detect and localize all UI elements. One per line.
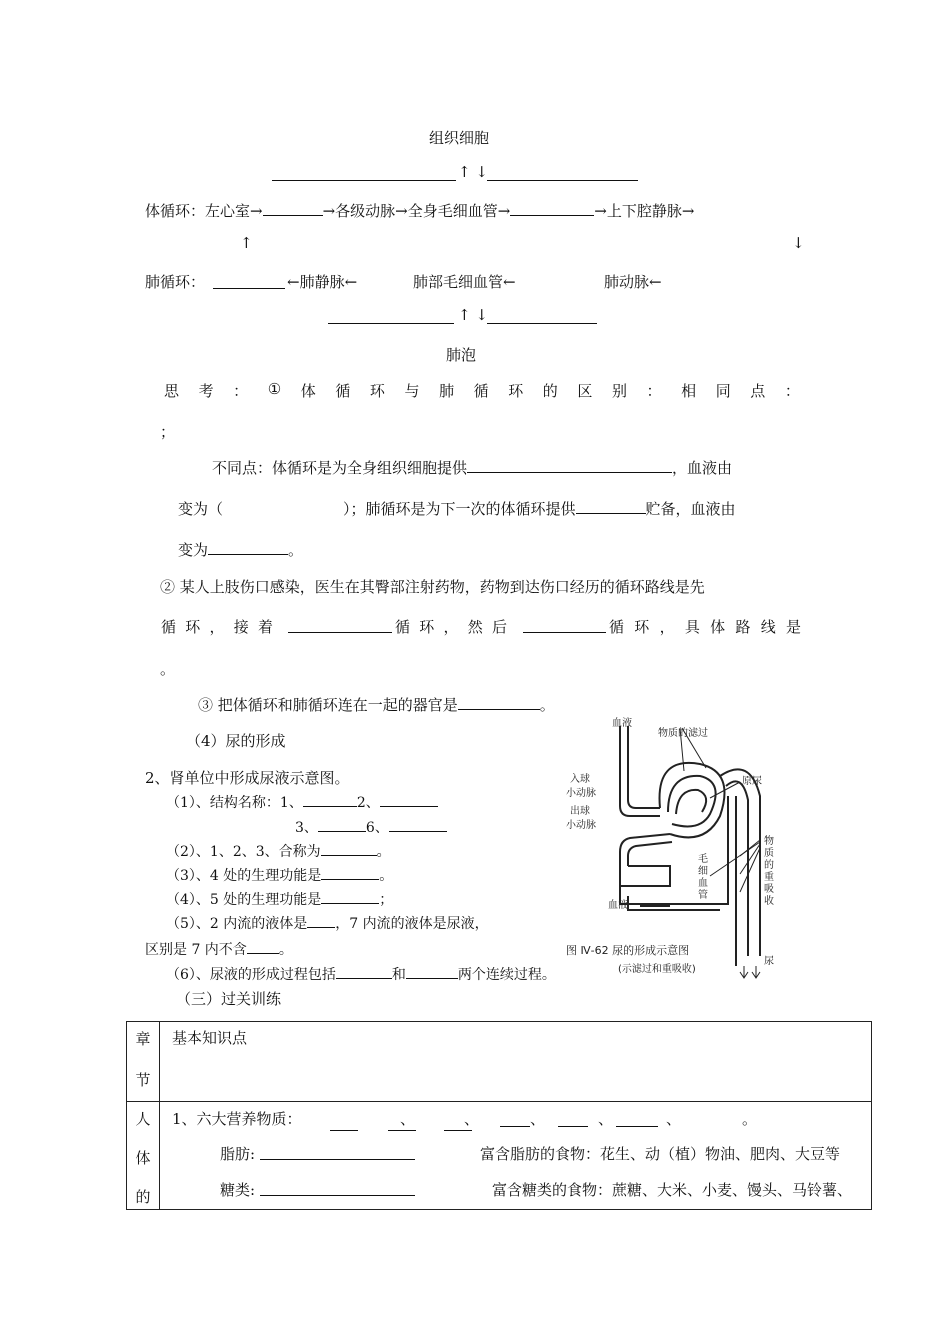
diff-text: ，血液由 <box>672 459 733 477</box>
period: 。 <box>160 660 176 678</box>
urine-q2 <box>166 841 391 861</box>
knowledge-header: 基本知识点 <box>172 1029 248 1047</box>
difference-line-2 <box>178 498 736 519</box>
q-text: ； <box>379 892 394 908</box>
blank-line <box>288 632 392 633</box>
pulmonary-vein: ←肺静脉← <box>287 273 358 291</box>
chapter-cell <box>127 1102 160 1210</box>
diff-text: 变为（ <box>178 500 224 518</box>
urine-q5-cont <box>145 939 293 959</box>
blank-line <box>321 889 379 904</box>
knowledge-table <box>126 1021 872 1210</box>
question-char: ， <box>659 618 675 636</box>
blank-line <box>558 1126 588 1127</box>
question-char: 别 <box>611 382 627 400</box>
question-3-line <box>198 694 555 715</box>
blank-line <box>388 1130 416 1131</box>
urine-q3 <box>166 865 393 885</box>
blank-line <box>208 540 288 555</box>
fig-reabsorb-4: 重 <box>764 872 774 883</box>
chapter-char: 的 <box>135 1188 151 1206</box>
glomerulus <box>668 776 716 827</box>
urine-q6 <box>166 964 556 984</box>
question-char: 循 <box>335 382 351 400</box>
blank-line <box>303 792 357 807</box>
blank-line <box>318 817 366 832</box>
fig-afferent-1: 入球 <box>570 774 590 785</box>
question-char: 环 <box>369 382 385 400</box>
diff-text: ）；肺循环是为下一次的体循环提供 <box>343 500 576 518</box>
systemic-label: 体循环：左心室→ <box>145 202 263 220</box>
blank-line <box>500 1126 530 1127</box>
blank-line <box>576 499 646 514</box>
knowledge-header-cell <box>160 1022 872 1102</box>
blank-line <box>213 288 285 289</box>
question-char: 然 <box>467 618 483 636</box>
systemic-path-2: →上下腔静脉→ <box>594 202 695 220</box>
fat-label: 脂肪: <box>220 1145 256 1163</box>
question-char: 循 <box>395 618 411 636</box>
question-2-segment <box>609 616 801 637</box>
difference-line-3 <box>178 539 303 560</box>
efferent-arteriole <box>628 842 672 866</box>
knowledge-cell <box>160 1102 872 1210</box>
diff-text: 。 <box>288 541 304 559</box>
diff-text: 不同点：体循环是为全身组织细胞提供 <box>212 459 468 477</box>
question-char: 接 <box>233 618 249 636</box>
q-text: 区别是 7 内不含 <box>145 942 247 958</box>
q-text: （4）、5 处的生理功能是 <box>166 892 322 908</box>
separator: 、 <box>598 1110 614 1128</box>
question-char: 线 <box>760 618 776 636</box>
arrows-up-down: ↑ ↓ <box>458 306 488 324</box>
blank-line <box>444 1130 472 1131</box>
fig-reabsorb-6: 收 <box>764 896 774 907</box>
question-1-line <box>164 380 800 401</box>
question-char: ： <box>784 382 800 400</box>
alveoli-label: 肺泡 <box>446 346 477 364</box>
fig-efferent-1: 出球 <box>570 806 590 817</box>
question-char: 循 <box>161 618 177 636</box>
urine-q1-line2 <box>295 817 447 837</box>
down-arrow: ↓ <box>792 234 805 252</box>
fig-blood-bottom: 血液 <box>608 900 628 911</box>
question-2-line-1: ② 某人上肢伤口感染，医生在其臀部注射药物，药物到达伤口经历的循环路线是先 <box>160 578 705 596</box>
blank-line <box>272 180 456 181</box>
question-char: 同 <box>715 382 731 400</box>
fig-reabsorb-1: 物 <box>764 836 774 847</box>
fig-filtration: 物质的滤过 <box>658 728 708 739</box>
q-text: 两个连续过程。 <box>457 967 556 983</box>
question-char: 区 <box>577 382 593 400</box>
question-char: 点 <box>750 382 766 400</box>
q-text: 6、 <box>365 820 389 836</box>
difference-line-1 <box>212 457 732 478</box>
q-text: ，7 内流的液体是尿液， <box>335 916 489 932</box>
diff-text: 变为 <box>178 541 209 559</box>
question-char: ： <box>646 382 662 400</box>
question-2-segment <box>161 616 273 637</box>
chapter-cell <box>127 1022 160 1102</box>
blank-line <box>467 458 672 473</box>
sugar-foods: 富含糖类的食物：蔗糖、大米、小麦、馒头、马铃薯、 <box>492 1181 853 1199</box>
blank-line <box>510 201 594 216</box>
blank-line <box>406 964 458 979</box>
q-text: 2、 <box>356 795 380 811</box>
peritubular-capillary <box>620 866 670 886</box>
chapter-char: 节 <box>135 1071 151 1089</box>
blank-line <box>616 1126 658 1127</box>
question-char: 具 <box>684 618 700 636</box>
separator: 、 <box>666 1110 682 1128</box>
nephron-diagram <box>560 716 790 984</box>
question-2-segment <box>395 616 507 637</box>
q-text: 。 <box>278 942 293 958</box>
separator: 、 <box>530 1110 546 1128</box>
question-char: 循 <box>609 618 625 636</box>
section-heading: （三）过关训练 <box>176 990 282 1008</box>
chapter-char: 章 <box>135 1030 151 1048</box>
question-char: ： <box>233 382 249 400</box>
sugar-label: 糖类: <box>220 1181 256 1199</box>
fig-reabsorb-3: 的 <box>764 860 774 871</box>
question-char: 的 <box>542 382 558 400</box>
chapter-char: 体 <box>135 1149 151 1167</box>
semicolon: ； <box>160 423 176 441</box>
table-row <box>127 1102 872 1210</box>
question-char: 环 <box>508 382 524 400</box>
question-char: 与 <box>404 382 420 400</box>
question-char: 相 <box>681 382 697 400</box>
blank-line <box>523 632 606 633</box>
blank-line <box>321 841 377 856</box>
blank-line <box>247 939 279 954</box>
q3-text: 。 <box>539 696 555 714</box>
systemic-path-1: →各级动脉→全身毛细血管→ <box>322 202 511 220</box>
blank-line <box>260 1159 415 1160</box>
afferent-arteriole <box>628 726 660 808</box>
question-char: 是 <box>785 618 801 636</box>
tissue-cells-label: 组织细胞 <box>429 129 490 147</box>
fat-foods: 富含脂肪的食物：花生、动（植）物油、肥肉、大豆等 <box>480 1145 841 1163</box>
pulmonary-capillary: 肺部毛细血管← <box>413 273 516 291</box>
fig-cap-3: 血 <box>698 878 708 889</box>
afferent-arteriole <box>620 726 660 816</box>
up-arrow: ↑ <box>240 234 253 252</box>
table-header-row <box>127 1022 872 1102</box>
nutrients-line: 1、六大营养物质： <box>172 1110 302 1128</box>
urine-arrow <box>740 966 748 978</box>
separator: 。 <box>742 1110 758 1128</box>
question-char: ， <box>209 618 225 636</box>
urine-q4 <box>166 889 393 909</box>
blank-line <box>380 792 438 807</box>
question-char: 循 <box>473 382 489 400</box>
systemic-circulation-row <box>145 200 694 221</box>
q-text: （5）、2 内流的液体是 <box>166 916 308 932</box>
fig-blood-top: 血液 <box>612 718 632 729</box>
q-text: （2）、1、2、3、合称为 <box>166 844 321 860</box>
question-char: 体 <box>300 382 316 400</box>
blank-line <box>330 1130 358 1131</box>
q-text: 和 <box>391 967 406 983</box>
question-char: 后 <box>491 618 507 636</box>
question-char: 着 <box>257 618 273 636</box>
question-char: 环 <box>419 618 435 636</box>
blank-line <box>260 1195 415 1196</box>
question-char: 考 <box>198 382 214 400</box>
blank-line <box>458 695 540 710</box>
question-char: ， <box>443 618 459 636</box>
fig-subcaption: (示滤过和重吸收) <box>618 964 696 975</box>
question-char: 体 <box>710 618 726 636</box>
urine-arrow <box>752 966 760 978</box>
q-text: 。 <box>379 868 394 884</box>
urine-title: 2、肾单位中形成尿液示意图。 <box>145 769 350 787</box>
pulmonary-artery: 肺动脉← <box>604 273 662 291</box>
blank-line <box>487 323 597 324</box>
blank-line <box>336 964 392 979</box>
fig-primary-urine: 原尿 <box>742 776 762 787</box>
question-char: 环 <box>634 618 650 636</box>
question-char: 思 <box>164 382 180 400</box>
blank-line <box>321 865 379 880</box>
question-char: 路 <box>735 618 751 636</box>
diff-text: 贮备，血液由 <box>645 500 736 518</box>
blank-line <box>487 180 638 181</box>
fig-afferent-2: 小动脉 <box>566 788 596 799</box>
q-text: 3、 <box>295 820 318 836</box>
fig-cap-1: 毛 <box>698 854 708 865</box>
q-text: （6）、尿液的形成过程包括 <box>166 967 336 983</box>
renal-tubule <box>720 769 760 956</box>
urine-heading: （4）尿的形成 <box>186 732 286 750</box>
urine-q5 <box>166 913 489 933</box>
separator: 、 <box>464 1110 480 1128</box>
blank-line <box>328 323 454 324</box>
arrows-up-down: ↑ ↓ <box>458 163 488 181</box>
question-char: ① <box>267 380 282 398</box>
question-char: 肺 <box>439 382 455 400</box>
fig-efferent-2: 小动脉 <box>566 820 596 831</box>
blank-line <box>307 913 335 928</box>
urine-q1-line1 <box>166 792 438 812</box>
q3-text: ③ 把体循环和肺循环连在一起的器官是 <box>198 696 458 714</box>
fig-reabsorb-5: 吸 <box>764 884 774 895</box>
chapter-char: 人 <box>135 1110 151 1128</box>
question-char: 环 <box>185 618 201 636</box>
glomerulus-loop <box>676 790 706 814</box>
fig-cap-2: 细 <box>698 866 708 877</box>
q-text: （1）、结构名称：1、 <box>166 795 303 811</box>
blank-line <box>389 817 447 832</box>
separator: 、 <box>400 1110 416 1128</box>
fig-cap-4: 管 <box>698 890 708 901</box>
q-text: 。 <box>376 844 391 860</box>
q-text: （3）、4 处的生理功能是 <box>166 868 322 884</box>
fig-caption: 图 Ⅳ-62 尿的形成示意图 <box>566 944 690 957</box>
blank-line <box>263 201 323 216</box>
pulmonary-label: 肺循环： <box>145 273 206 291</box>
fig-urine: 尿 <box>764 956 774 967</box>
fig-reabsorb-2: 质 <box>764 848 774 859</box>
